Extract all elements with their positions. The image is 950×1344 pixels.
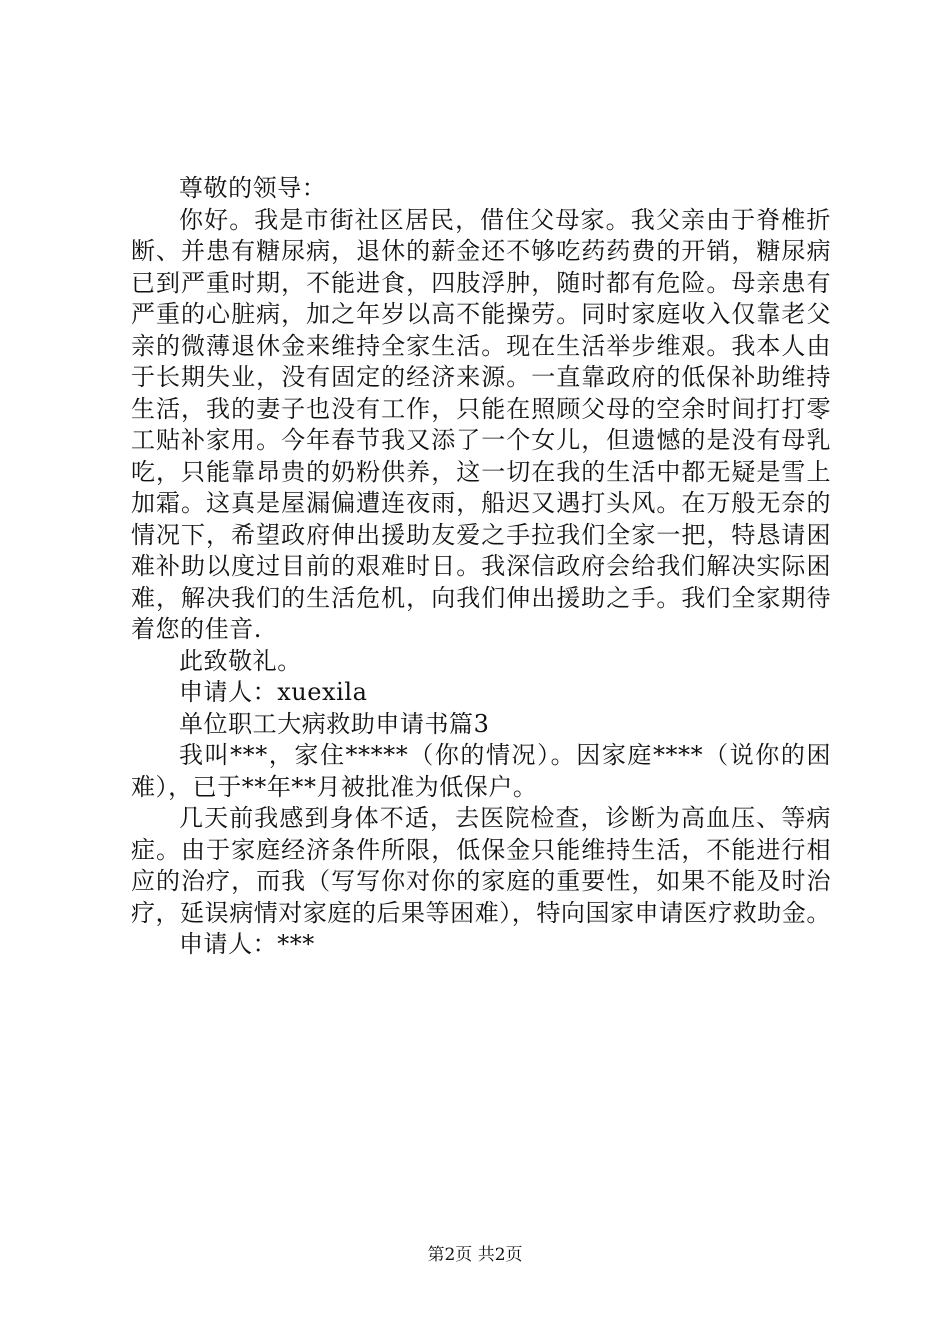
body-paragraph-illness: 几天前我感到身体不适，去医院检查，诊断为高血压、等病症。由于家庭经济条件所限，低保金只能维持生活，不能进行相应的治疗，而我（写写你对你的家庭的重要性，如果不能及时治疗，延误病情对家庭的后果等困难），特向国家申请医疗救助金。 xyxy=(131,804,831,927)
salutation: 尊敬的领导： xyxy=(179,174,327,202)
body-paragraph-main: 你好。我是市街社区居民，借住父母家。我父亲由于脊椎折断、并患有糖尿病，退休的薪金还不够吃药药费的开销，糖尿病已到严重时期，不能进食，四肢浮肿，随时都有危险。母亲患有严重的心脏病，加之年岁以高不能操劳。同时家庭收入仅靠老父亲的微薄退休金来维持全家生活。现在生活举步维艰。我本人由于长期失业，没有固定的经济来源。一直靠政府的低保补助维持生活，我的妻子也没有工作，只能在照顾父母的空余时间打打零工贴补家用。今年春节我又添了一个女儿，但遗憾的是没有母乳吃，只能靠昂贵的奶粉供养，这一切在我的生活中都无疑是雪上加霜。这真是屋漏偏遭连夜雨，船迟又遇打头风。在万般无奈的情况下，希望政府伸出援助友爱之手拉我们全家一把，特恳请困难补助以度过目前的艰难时日。我深信政府会给我们解决实际困难，解决我们的生活危机，向我们伸出援助之手。我们全家期待着您的佳音. xyxy=(131,205,831,643)
document-body xyxy=(131,173,831,961)
body-paragraph-intro: 我叫***，家住*****（你的情况）。因家庭****（说你的困难），已于**年**月被批准为低保户。 xyxy=(131,741,831,801)
page-number-footer: 第2页 共2页 xyxy=(427,1245,523,1265)
applicant-signature-2: 申请人：*** xyxy=(179,930,315,958)
section-title: 单位职工大病救助申请书篇3 xyxy=(179,709,490,738)
applicant-signature: 申请人：xuexila xyxy=(179,678,368,706)
closing-salute: 此致敬礼。 xyxy=(179,646,302,675)
